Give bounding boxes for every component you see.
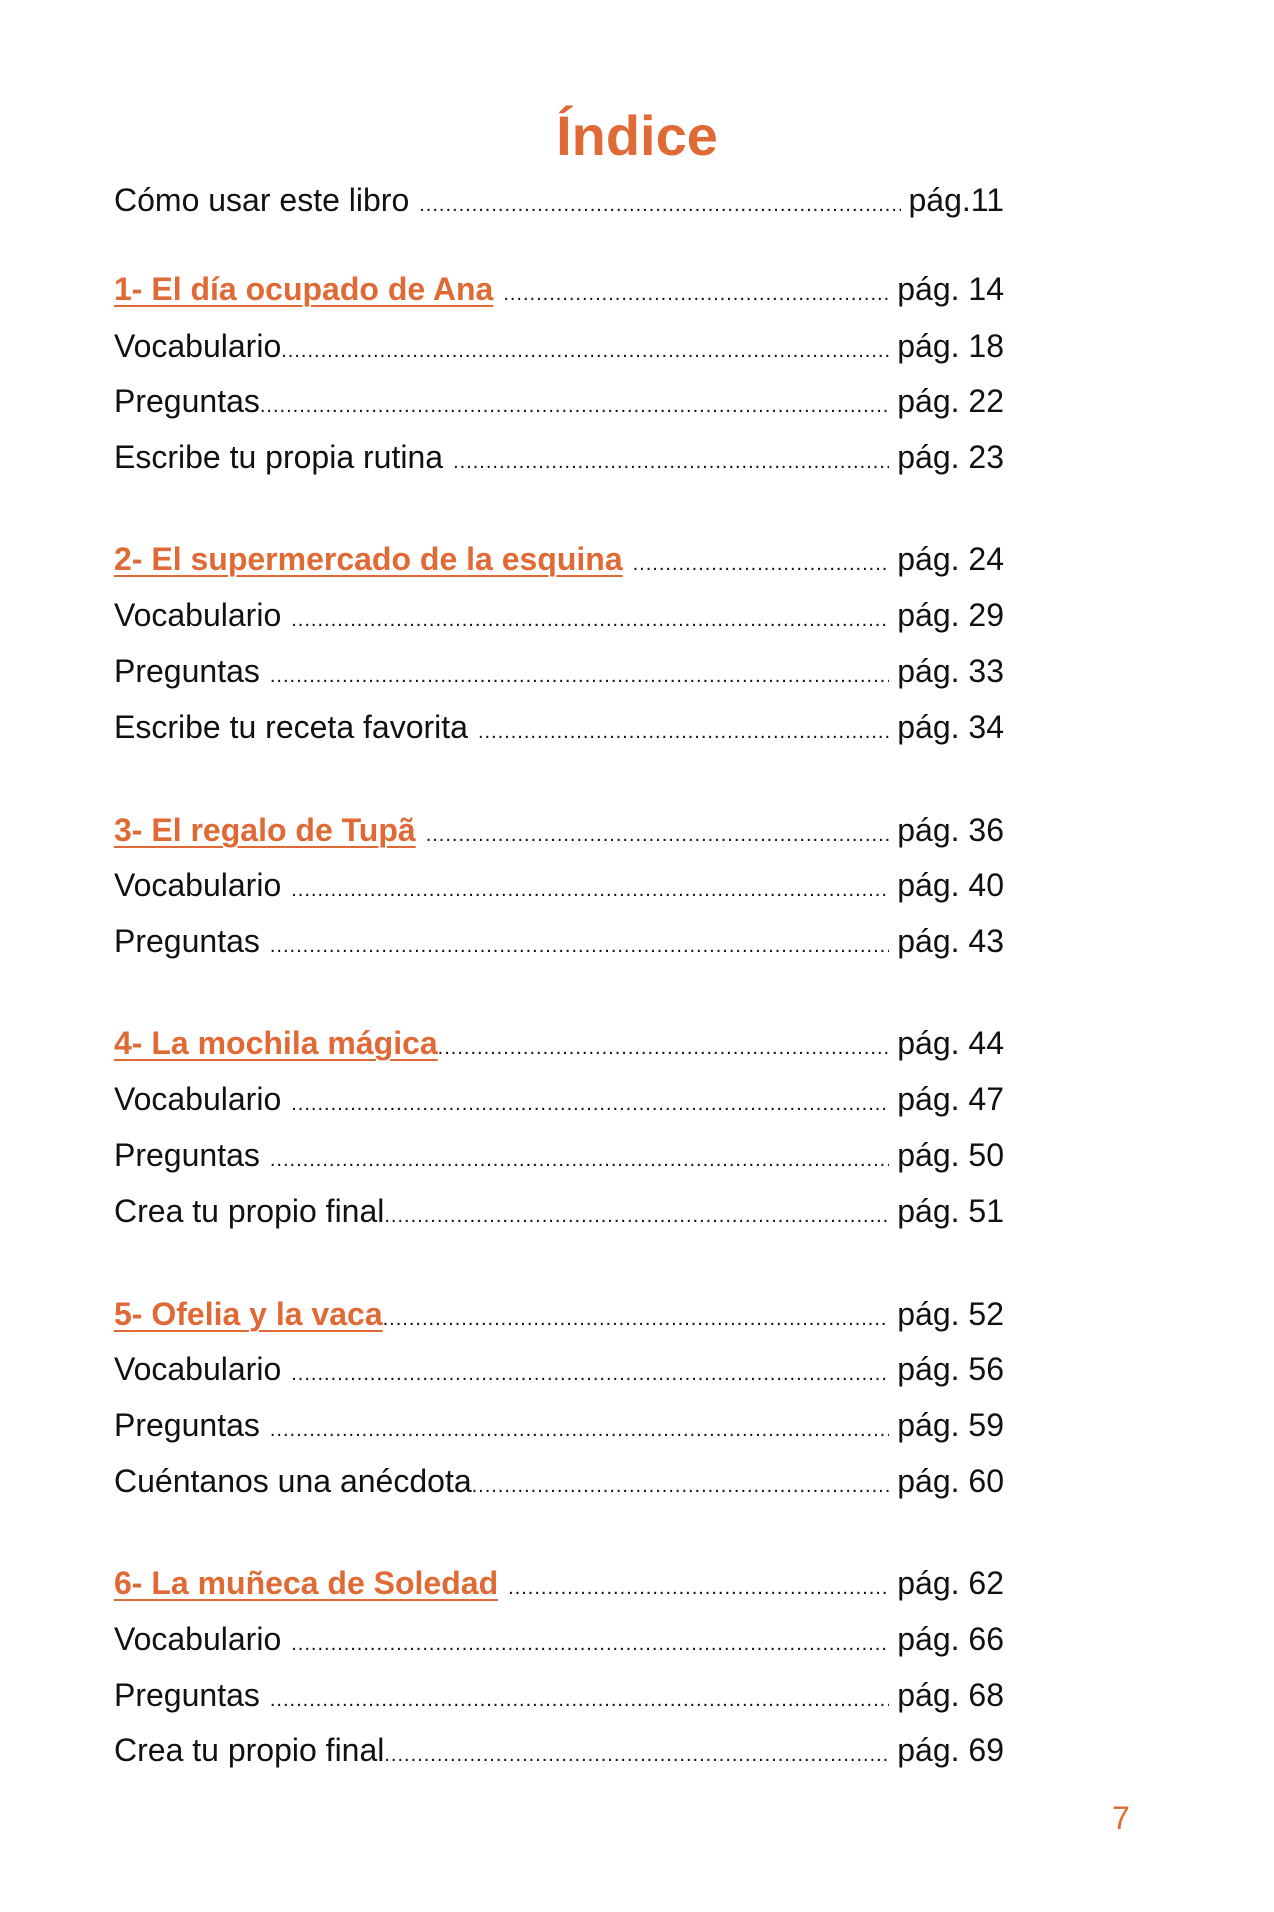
toc-page: pág. 66 [897, 1621, 1004, 1657]
toc-label: Vocabulario [114, 597, 282, 633]
dot-leader [270, 654, 889, 698]
toc-page: pág. 60 [897, 1463, 1004, 1499]
toc-label: Preguntas [114, 1407, 260, 1443]
toc-item-row[interactable] [114, 1617, 1004, 1661]
toc-chapter-row[interactable] [114, 1021, 1004, 1065]
chapter-link[interactable]: 6- La muñeca de Soledad [114, 1565, 499, 1601]
dot-leader [384, 1733, 889, 1777]
toc-label: Cuéntanos una anécdota [114, 1463, 472, 1499]
toc-item-row[interactable] [114, 379, 1004, 423]
toc-page: pág. 33 [897, 653, 1004, 689]
toc-item-row[interactable] [114, 863, 1004, 907]
toc-item-row[interactable] [114, 435, 1004, 479]
toc-item-row[interactable] [114, 649, 1004, 693]
toc-page: pág.11 [908, 182, 1004, 218]
dot-leader [472, 1464, 890, 1508]
chapter-link[interactable]: 5- Ofelia y la vaca [114, 1296, 383, 1332]
toc-label: Preguntas [114, 1137, 260, 1173]
page-title: Índice [556, 104, 718, 167]
toc-page: pág. 50 [897, 1137, 1004, 1173]
toc-item-row[interactable] [114, 1133, 1004, 1177]
toc-chapter-row[interactable] [114, 537, 1004, 581]
dot-leader [270, 1678, 889, 1722]
dot-leader [260, 384, 889, 428]
toc-item-row[interactable] [114, 593, 1004, 637]
toc-item-row[interactable] [114, 324, 1004, 368]
dot-leader [419, 183, 900, 227]
toc-label: Vocabulario [114, 867, 282, 903]
toc-item-row[interactable] [114, 1673, 1004, 1717]
dot-leader [291, 1352, 889, 1396]
dot-leader [384, 1194, 889, 1238]
dot-leader [438, 1026, 890, 1070]
dot-leader [478, 710, 889, 754]
toc-intro-row[interactable] [114, 178, 1004, 222]
toc-label: Preguntas [114, 1677, 260, 1713]
toc-label: Escribe tu receta favorita [114, 709, 468, 745]
dot-leader [281, 329, 889, 373]
toc-page: pág. 40 [897, 867, 1004, 903]
toc-page: pág. 47 [897, 1081, 1004, 1117]
toc-label: Crea tu propio final [114, 1732, 385, 1768]
toc-label: Escribe tu propia rutina [114, 439, 444, 475]
dot-leader [270, 924, 889, 968]
toc-page: pág. 14 [897, 271, 1004, 307]
toc-label: Preguntas [114, 923, 260, 959]
dot-leader [633, 542, 890, 586]
dot-leader [453, 440, 889, 484]
dot-leader [291, 598, 889, 642]
toc-item-row[interactable] [114, 705, 1004, 749]
toc-page: pág. 68 [897, 1677, 1004, 1713]
toc-label: Preguntas [114, 653, 260, 689]
toc-page: pág. 69 [897, 1732, 1004, 1768]
dot-leader [291, 1082, 889, 1126]
toc-label: Preguntas [114, 383, 260, 419]
toc-page: pág. 51 [897, 1193, 1004, 1229]
toc-item-row[interactable] [114, 1459, 1004, 1503]
toc-label: Cómo usar este libro [114, 182, 410, 218]
toc-label: Vocabulario [114, 1081, 282, 1117]
toc-chapter-row[interactable] [114, 1292, 1004, 1336]
toc-page: pág. 52 [897, 1296, 1004, 1332]
dot-leader [503, 272, 889, 316]
toc-item-row[interactable] [114, 1403, 1004, 1447]
toc-item-row[interactable] [114, 1077, 1004, 1121]
dot-leader [270, 1138, 889, 1182]
toc-page: pág. 29 [897, 597, 1004, 633]
toc-chapter-row[interactable] [114, 808, 1004, 852]
chapter-link[interactable]: 1- El día ocupado de Ana [114, 271, 494, 307]
toc-item-row[interactable] [114, 1347, 1004, 1391]
toc-item-row[interactable] [114, 919, 1004, 963]
toc-page: pág. 44 [897, 1025, 1004, 1061]
toc-page: pág. 22 [897, 383, 1004, 419]
chapter-link[interactable]: 4- La mochila mágica [114, 1025, 438, 1061]
toc-page: pág. 36 [897, 812, 1004, 848]
toc-page: pág. 18 [897, 328, 1004, 364]
toc-label: Vocabulario [114, 1351, 282, 1387]
toc-page: pág. 56 [897, 1351, 1004, 1387]
dot-leader [291, 1622, 889, 1666]
dot-leader [508, 1566, 889, 1610]
dot-leader [426, 813, 890, 857]
toc-item-row[interactable] [114, 1189, 1004, 1233]
toc-label: Vocabulario [114, 328, 282, 364]
toc-page: pág. 59 [897, 1407, 1004, 1443]
toc-page: pág. 23 [897, 439, 1004, 475]
toc-page: pág. 62 [897, 1565, 1004, 1601]
chapter-link[interactable]: 3- El regalo de Tupã [114, 812, 416, 848]
dot-leader [291, 868, 889, 912]
toc-page: pág. 24 [897, 541, 1004, 577]
toc-page: pág. 34 [897, 709, 1004, 745]
toc-page: pág. 43 [897, 923, 1004, 959]
dot-leader [383, 1297, 890, 1341]
toc-chapter-row[interactable] [114, 267, 1004, 311]
page-number: 7 [1112, 1800, 1130, 1836]
chapter-link[interactable]: 2- El supermercado de la esquina [114, 541, 623, 577]
toc-item-row[interactable] [114, 1728, 1004, 1772]
toc-label: Vocabulario [114, 1621, 282, 1657]
toc-label: Crea tu propio final [114, 1193, 385, 1229]
toc-chapter-row[interactable] [114, 1561, 1004, 1605]
dot-leader [270, 1408, 889, 1452]
